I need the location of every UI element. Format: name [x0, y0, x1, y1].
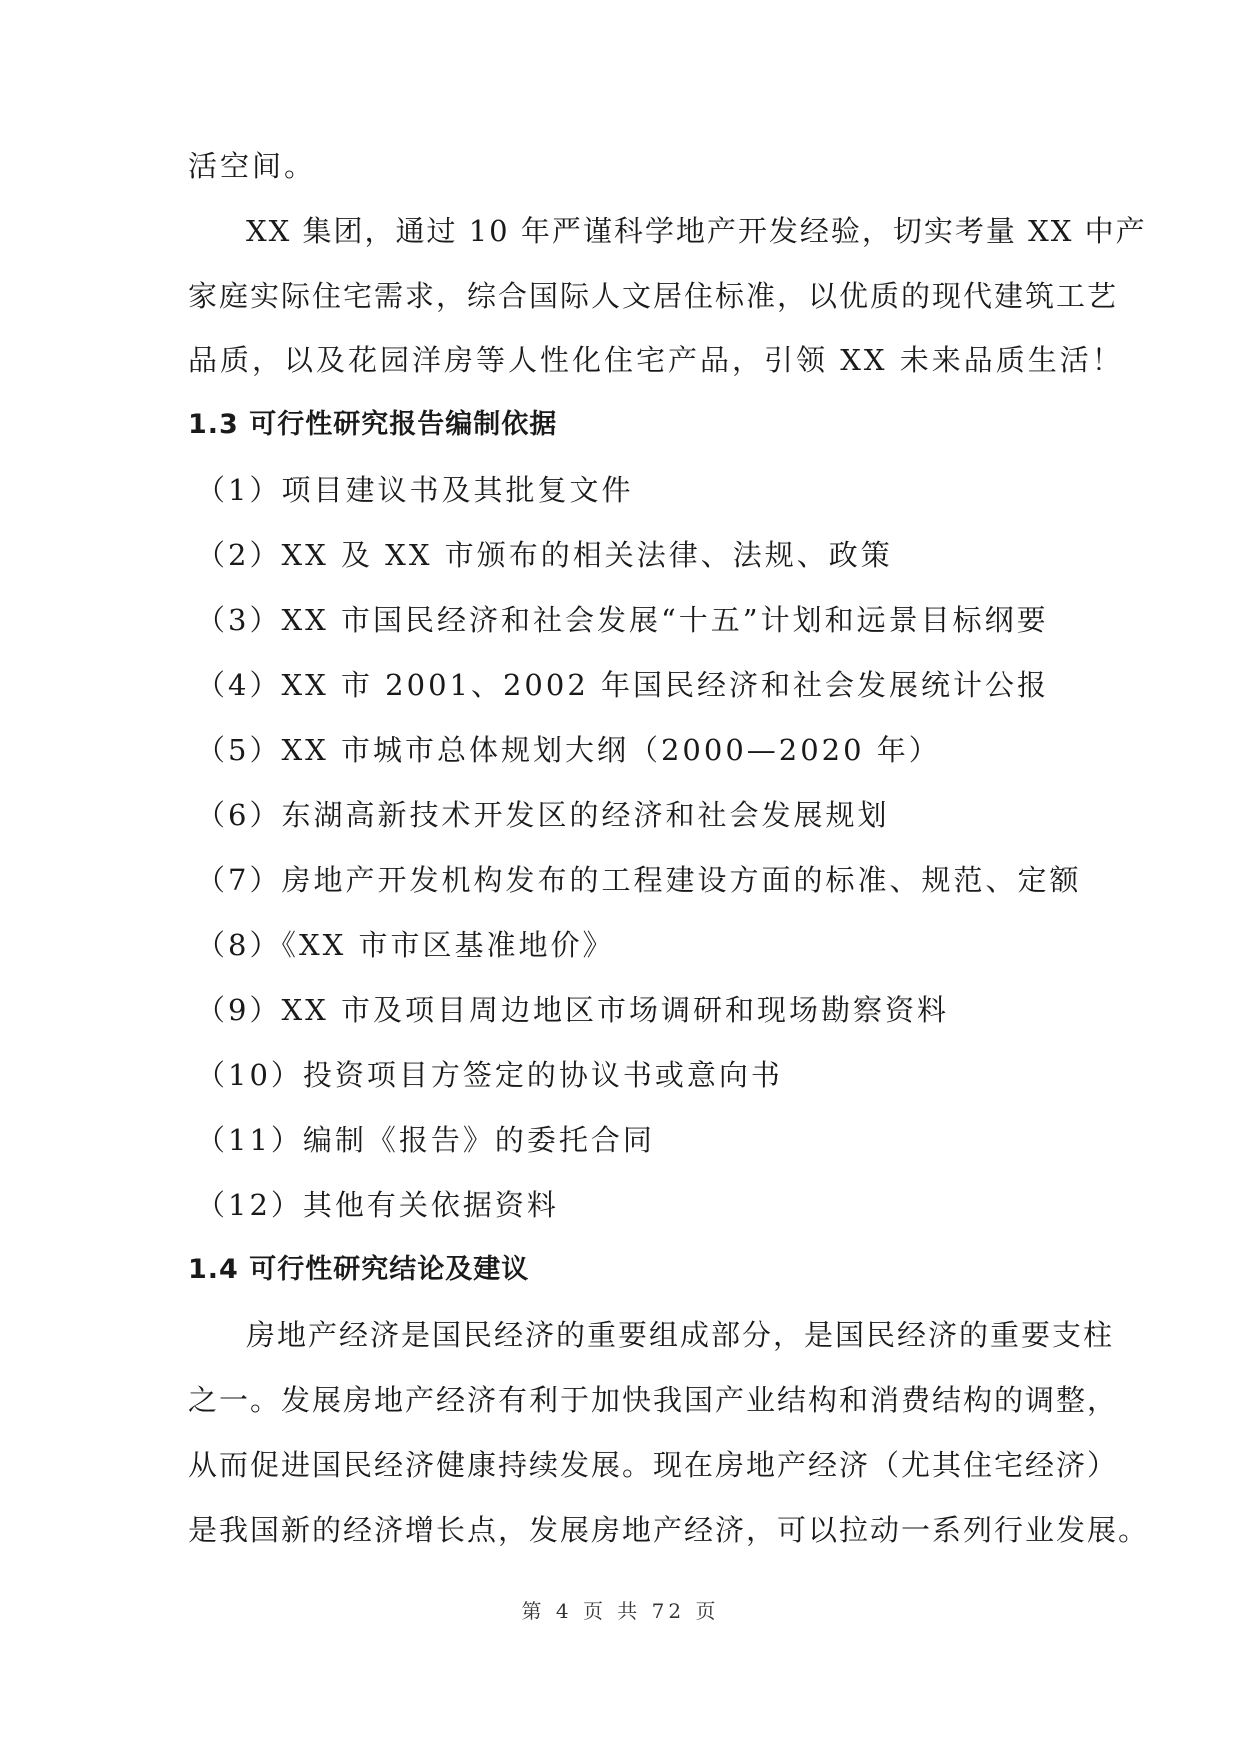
list-item: （4）XX 市 2001、2002 年国民经济和社会发展统计公报 [196, 668, 1050, 702]
list-item: （6）东湖高新技术开发区的经济和社会发展规划 [196, 798, 890, 832]
list-item: （1）项目建议书及其批复文件 [196, 473, 634, 507]
list-item: （9）XX 市及项目周边地区市场调研和现场勘察资料 [196, 993, 949, 1027]
paragraph-line: 家庭实际住宅需求，综合国际人文居住标准，以优质的现代建筑工艺 [188, 279, 1119, 313]
page-footer: 第 4 页 共 72 页 [521, 1599, 720, 1623]
list-item: （5）XX 市城市总体规划大纲（2000—2020 年） [196, 733, 941, 767]
paragraph-line: XX 集团，通过 10 年严谨科学地产开发经验，切实考量 XX 中产 [246, 214, 1147, 248]
paragraph-line: 之一。发展房地产经济有利于加快我国产业结构和消费结构的调整， [188, 1383, 1119, 1417]
paragraph-line: 从而促进国民经济健康持续发展。现在房地产经济（尤其住宅经济） [188, 1448, 1119, 1482]
list-item: （2）XX 及 XX 市颁布的相关法律、法规、政策 [196, 538, 893, 572]
list-item: （3）XX 市国民经济和社会发展“十五”计划和远景目标纲要 [196, 603, 1049, 637]
list-item: （12）其他有关依据资料 [196, 1188, 559, 1222]
list-item: （7）房地产开发机构发布的工程建设方面的标准、规范、定额 [196, 863, 1082, 897]
paragraph-line: 是我国新的经济增长点，发展房地产经济，可以拉动一系列行业发展。 [188, 1513, 1150, 1547]
list-item: （8）《XX 市市区基准地价》 [196, 928, 615, 962]
list-item: （11）编制《报告》的委托合同 [196, 1123, 655, 1157]
section-heading-1-4: 1.4 可行性研究结论及建议 [188, 1254, 530, 1285]
paragraph-line: 房地产经济是国民经济的重要组成部分，是国民经济的重要支柱 [246, 1318, 1115, 1352]
list-item: （10）投资项目方签定的协议书或意向书 [196, 1058, 783, 1092]
paragraph-line: 品质，以及花园洋房等人性化住宅产品，引领 XX 未来品质生活！ [188, 343, 1124, 377]
paragraph-tail: 活空间。 [188, 149, 317, 183]
section-heading-1-3: 1.3 可行性研究报告编制依据 [188, 409, 558, 440]
